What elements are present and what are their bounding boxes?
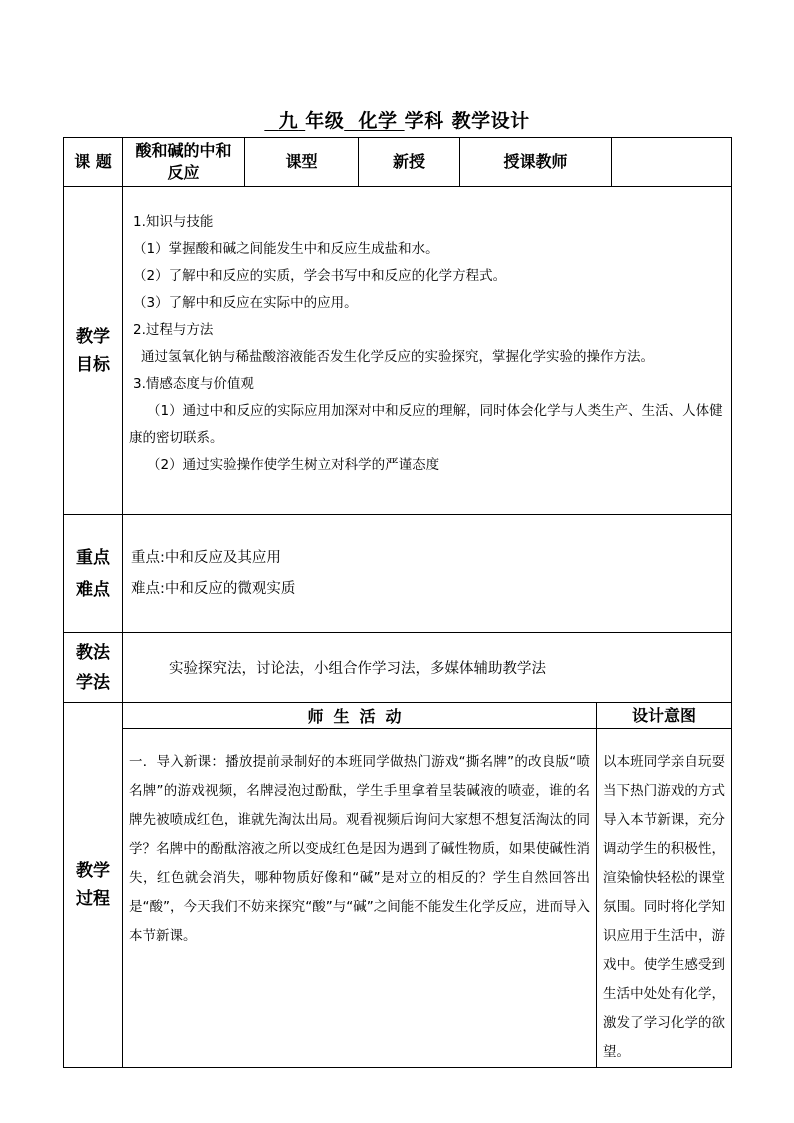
objective-line: （3）了解中和反应在实际中的应用。 [133, 295, 358, 311]
difficulty-point: 难点:中和反应的微观实质 [131, 580, 296, 597]
methods-label: 教法学法 [64, 633, 123, 703]
process-header-row [64, 703, 732, 729]
methods-row [64, 633, 732, 703]
objective-line: 通过氢氧化钠与稀盐酸溶液能否发生化学反应的实验探究，掌握化学实验的操作方法。 [141, 349, 654, 365]
process-content-row [64, 729, 732, 1068]
intent-text: 以本班同学亲自玩耍当下热门游戏的方式导入本节新课，充分调动学生的积极性，渲染愉快轻松的课堂氛围。同时将化学知识应用于生活中，游戏中。使学生感受到生活中处处有化学，激发了学习化学的欲望。 [597, 729, 732, 1068]
key-points-row [64, 515, 732, 633]
page-title [0, 106, 794, 133]
type-label: 课型 [245, 138, 359, 187]
title-grade: 九 [278, 110, 299, 132]
key-points-label: 重点难点 [64, 515, 123, 633]
methods-text: 实验探究法，讨论法，小组合作学习法，多媒体辅助教学法 [123, 633, 732, 703]
objective-line: 1.知识与技能 [133, 214, 214, 230]
header-row [64, 138, 732, 187]
objectives-content [123, 187, 732, 515]
objective-line: （1）掌握酸和碱之间能发生中和反应生成盐和水。 [133, 241, 439, 257]
activity-text: 一．导入新课：播放提前录制好的本班同学做热门游戏“撕名牌”的改良版“喷名牌”的游戏视频，名牌浸泡过酚酞，学生手里拿着呈装碱液的喷壶，谁的名牌先被喷成红色，谁就先淘汰出局。观看视频后询问大家想不想复活淘汰的同学？名牌中的酚酞溶液之所以变成红色是因为遇到了碱性物质，如果使碱性消失，红色就会消失，哪种物质好像和“碱”是对立的相反的？学生自然回答出是“酸”，今天我们不妨来探究“酸”与“碱”之间能不能发生化学反应，进而导入本节新课。 [123, 729, 597, 1068]
lesson-plan-table [63, 137, 732, 1068]
key-point: 重点:中和反应及其应用 [131, 549, 281, 566]
objectives-label: 教学目标 [64, 187, 123, 515]
objectives-row [64, 187, 732, 515]
activity-column-header: 师生活动 [123, 703, 597, 729]
type-value: 新授 [359, 138, 460, 187]
objective-line: （2）了解中和反应的实质，学会书写中和反应的化学方程式。 [133, 268, 507, 284]
teacher-value [612, 138, 732, 187]
topic-value: 酸和碱的中和反应 [123, 138, 245, 187]
key-points-content [123, 515, 732, 633]
objective-line: 3.情感态度与价值观 [133, 376, 254, 392]
objective-line: 2.过程与方法 [133, 322, 214, 338]
title-subject-suffix: 学科 [404, 110, 444, 132]
topic-label: 课 题 [64, 138, 123, 187]
process-label: 教学过程 [64, 703, 123, 1068]
title-subject: 化学 [358, 110, 398, 132]
title-doc-type: 教学设计 [451, 110, 530, 132]
intent-column-header: 设计意图 [597, 703, 732, 729]
objective-line: （2）通过实验操作使学生树立对科学的严谨态度 [147, 457, 440, 473]
title-grade-suffix: 年级 [305, 110, 345, 132]
teacher-label: 授课教师 [460, 138, 612, 187]
objective-line: （1）通过中和反应的实际应用加深对中和反应的理解，同时体会化学与人类生产、生活、人体健康的密切联系。 [129, 403, 723, 446]
